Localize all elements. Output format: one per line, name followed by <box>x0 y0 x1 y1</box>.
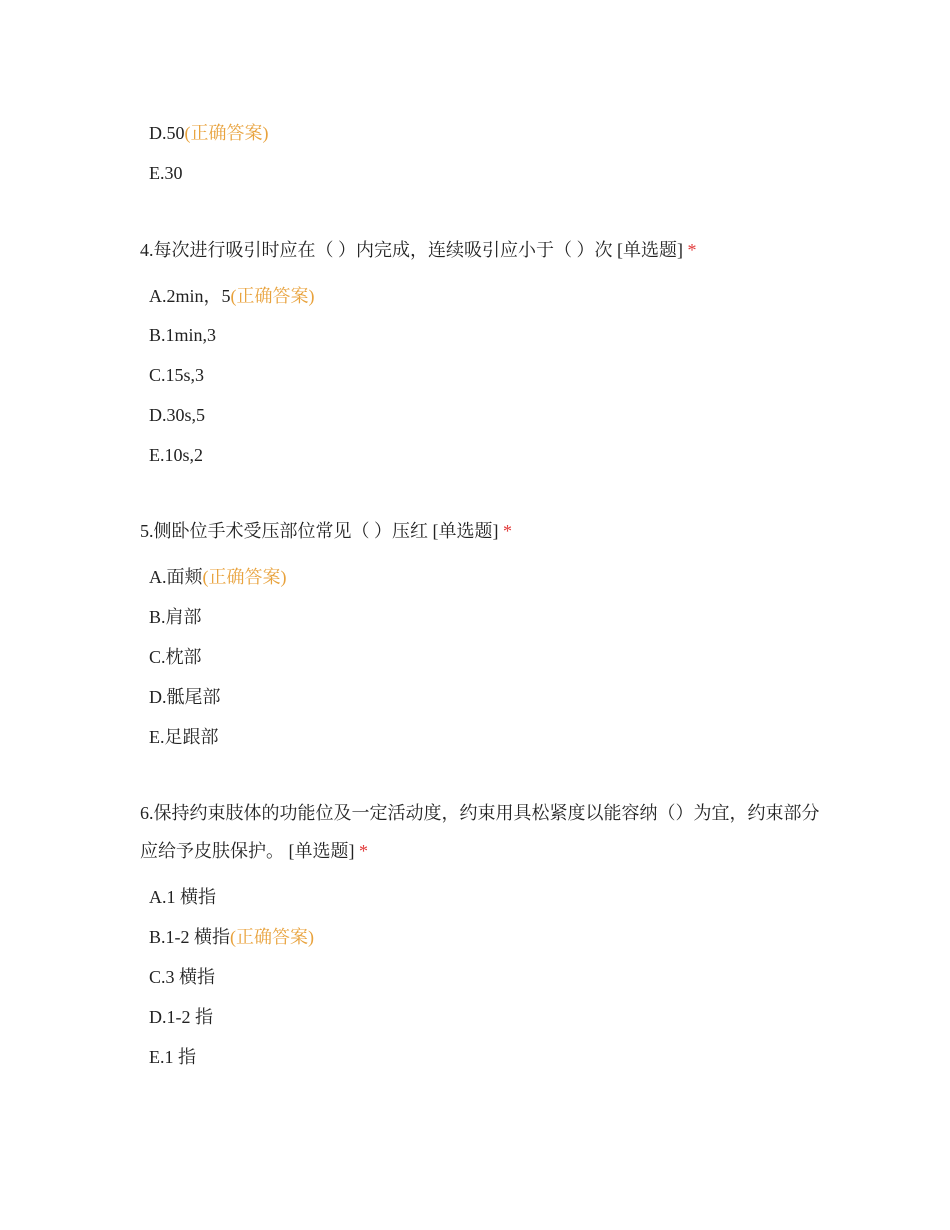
required-marker: * <box>359 841 368 861</box>
q6-option-d <box>149 1005 213 1029</box>
option-label: E.足跟部 <box>149 727 219 747</box>
q5-option-c <box>149 645 202 669</box>
correct-answer-marker: (正确答案) <box>230 927 314 947</box>
q4-option-e <box>149 443 203 467</box>
question-text: 6.保持约束肢体的功能位及一定活动度，约束用具松紧度以能容纳（）为宜，约束部分应给予皮肤保护。 [单选题] <box>140 803 820 861</box>
q6-option-e <box>149 1045 196 1069</box>
correct-answer-marker: (正确答案) <box>184 123 269 143</box>
correct-answer-marker: (正确答案) <box>202 567 287 587</box>
option-label: E.30 <box>149 163 183 183</box>
q6-option-a <box>149 885 216 909</box>
option-label: B.肩部 <box>149 607 202 627</box>
q3-option-d <box>149 121 269 145</box>
q5-option-e <box>149 725 219 749</box>
option-label: C.枕部 <box>149 647 202 667</box>
option-label: B.1-2 横指 <box>149 927 230 947</box>
option-label: D.骶尾部 <box>149 687 221 707</box>
q5-option-a <box>149 565 287 589</box>
option-label: C.3 横指 <box>149 967 216 987</box>
option-label: D.1-2 指 <box>149 1007 213 1027</box>
question-text: 5.侧卧位手术受压部位常见（ ）压红 [单选题] <box>140 521 499 541</box>
option-label: A.2min，5 <box>149 286 231 306</box>
question-text: 4.每次进行吸引时应在（ ）内完成，连续吸引应小于（ ）次 [单选题] <box>140 240 683 260</box>
q6-option-b <box>149 925 314 949</box>
question-5-title <box>140 512 820 550</box>
q5-option-b <box>149 605 202 629</box>
required-marker: * <box>503 521 512 541</box>
q4-option-b <box>149 323 216 347</box>
question-6-title <box>140 794 820 870</box>
q3-option-e <box>149 161 183 185</box>
option-label: E.1 指 <box>149 1047 196 1067</box>
q4-option-c <box>149 363 204 387</box>
question-4-title <box>140 231 820 269</box>
option-label: A.面颊 <box>149 567 203 587</box>
q4-option-a <box>149 284 315 308</box>
q6-option-c <box>149 965 215 989</box>
q4-option-d <box>149 403 205 427</box>
option-label: D.50 <box>149 123 185 143</box>
option-label: B.1min,3 <box>149 325 217 345</box>
required-marker: * <box>687 240 697 260</box>
option-label: E.10s,2 <box>149 445 203 465</box>
option-label: D.30s,5 <box>149 405 206 425</box>
option-label: C.15s,3 <box>149 365 205 385</box>
q5-option-d <box>149 685 221 709</box>
correct-answer-marker: (正确答案) <box>230 286 315 306</box>
option-label: A.1 横指 <box>149 887 216 907</box>
